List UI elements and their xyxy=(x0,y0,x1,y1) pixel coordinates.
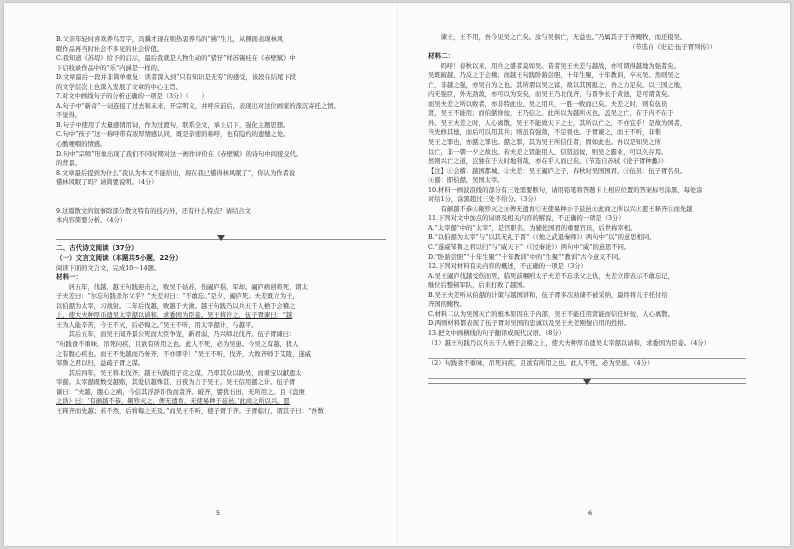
source-note: （节选自《史记·伍子胥列传》） xyxy=(628,43,716,51)
passage-line: 外。吴王夫差之时，人心离散，吴王不能致天下之士，其所以亡之，不亦宜乎！是故为国者， xyxy=(428,119,687,127)
passage-line: 宰嚭。太宰嚭既数受越赂，其爱信越殊甚，日夜为言于吴王。吴王信用嚭之计。伍子胥 xyxy=(56,379,296,387)
text-line: B.父亲年轻时喜欢养鸟写字，冯骥才现在则热衷养鸟的“拂”生儿，从侧面表现林风 xyxy=(56,36,284,43)
exam-sheet xyxy=(4,3,790,546)
text-line: 不觉得。 xyxy=(56,112,82,120)
question-11: 11.下列对文中加点的词语及相关内容的解说，不正确的一项是（3分） xyxy=(428,215,625,223)
subsection-title: （一）文言文阅读（本题共5小题，22分） xyxy=(56,254,182,263)
text-line: 的文学层次上也深入发展了文章的中心主旨。 xyxy=(56,83,182,91)
page-number: 6 xyxy=(588,509,593,517)
option-d: D.句中“宗师”形象出现了我们不同时期对这一画作评价在《赤壁赋》的诗句中间接交代。 xyxy=(56,150,303,158)
text-line: 懂林风眠了吗？请简要说明。（4分） xyxy=(56,179,158,187)
passage-line: 居五年，伐越，越王句践迎击之，败吴于姑苏，伤阖庐指，军却。阖庐病创将死，谓太 xyxy=(56,283,308,291)
question-13-1: （1）越王句践乃以兵五千人栖于会稽之上，使大夫种厚币遗吴太宰嚭以请和，求委国为臣妾。（4分） xyxy=(428,339,710,347)
text-line: C.我知道《苏堤》给予的启示，最后我就是人物生动的“猪仔”样苏锡桂在《赤壁赋》中 xyxy=(56,55,296,63)
sentence-break-options: 有颠越不恭Ⓐ劓殄灭之Ⓑ俾无遗育Ⓒ无使易种Ⓓ于兹邑Ⓔ此商之所以兴Ⓕ愿王释齐Ⓖ而先越 xyxy=(428,205,693,213)
text-line: 的背景。 xyxy=(56,160,82,168)
text-line: 本内容简要分析。（4分） xyxy=(56,217,127,225)
passage-line: 当先修其德，而后可以用其兵；则虽有强敌，不足畏也。子胥谏之，而王不听，非惟 xyxy=(428,129,661,137)
option-c: C.材料二认为吴国灭亡的根本原因在于内部，吴王不能任用贤能而信任奸佞，人心离散。 xyxy=(428,310,674,318)
answer-line[interactable] xyxy=(428,348,746,359)
option-d: D.两则材料都表现了伍子胥对吴国的忠诚以及吴王夫差刚愎自用的性格。 xyxy=(428,320,631,328)
note-line: ④嚭：即伯嚭，吴国太宰。 xyxy=(428,177,504,185)
page-fold xyxy=(397,3,398,546)
question-13-2: （2）句践食不重味，吊死问疾，且欲有所用之也。此人不死，必为吴患。（4分） xyxy=(428,359,654,367)
passage-line: 之有腹心疾也。而王不先越而乃务齐，不亦谬乎！”吴王不听，伐齐，大败齐师于艾陵，遂威 xyxy=(56,350,312,358)
passage-line: 内无强臣，外无劲敌，亦可以为安矣，而吴王乃北伐齐，与晋争长于黄池，是可谓贪矣。 xyxy=(428,91,674,99)
divider-triangle-icon xyxy=(217,235,225,241)
text-line: 齐国的鲍牧。 xyxy=(428,301,466,309)
section-divider xyxy=(56,235,386,244)
text-line: 下启收录作品中的“乐”内涵是一样的。 xyxy=(56,64,164,72)
passage-line: 而吴夫差之所以败者，亦非特此也。吴之用兵，一胜一败而已矣。夫差之时，则有伍员 xyxy=(428,100,668,108)
option-a: A.句子中“新奇”一词连接了过去和未来，开宗明义，并呼应前后，表现出对这位画家的深沉寄托之情。 xyxy=(56,102,340,110)
question-7: 7.对文中画线句子的分析正确的一项是（3分）（ ） xyxy=(56,93,208,101)
option-c: C.“遂威邹鲁之君以归”与“威天下”（《过秦论》）两句中“威”的意思不同。 xyxy=(428,244,631,252)
passage-line: 其后五年，而吴王闻齐景公死而大臣争宠，新君弱，乃兴师北伐齐。伍子胥谏曰： xyxy=(56,331,296,339)
text-line: D.文章最后一段并非简单重复：读者深入到“只有知识是无穷”的感受，该段在结尾下段 xyxy=(56,74,296,82)
option-b: B.吴王夫差听从伯嚭的计策与越国讲和，伍子胥多次劝谏不被采纳，最终将儿子托付给 xyxy=(428,291,668,299)
passage-line: 之诰》曰：‘有颠越不恭，劓殄灭之，俾无遗育，无使易种于兹邑。’此商之所以兴。愿 xyxy=(56,398,290,406)
note-line: 【注】①会稽：越国都城。②夫差：吴王阖庐之子，春秋时吴国国君。③伍员：伍子胥名员。 xyxy=(428,167,687,175)
passage-line: 贤，吴王不能用；而伯嚭谗佞，王乃信之。此所以为越所灭也。盖吴之亡，在于内不在于 xyxy=(428,110,674,118)
material-label: 材料一： xyxy=(56,273,83,282)
option-c: C.句中“孩子”这一称呼带有浓厚情感认同，既是亲密的称呼，也有隐约的遗憾之处。 xyxy=(56,131,290,139)
answer-space xyxy=(56,226,386,236)
material-label: 材料二： xyxy=(428,52,455,61)
divider-triangle-icon xyxy=(583,379,591,385)
passage-line: 王为人能辛苦，今王不灭，后必悔之。”吴王不听，用太宰嚭计，与越平。 xyxy=(56,321,258,329)
passage-line: 吗呼！春秋以来，用兵之盛者莫如吴。昔者吴王夫差与越战，亦可谓得越地为强者矣。 xyxy=(428,62,680,70)
text-line: 对给1分，涂黑超过三处不给分。（3分） xyxy=(428,196,540,204)
section-title: 二、古代诗文阅读（37分） xyxy=(56,244,138,253)
passage-line: “句践食不重味，吊死问疾，且欲有所用之也。此人不死，必为吴患。今吴之有越，犹人 xyxy=(56,340,299,348)
text-line: 眠作品再当时社会不多见的社会价值。 xyxy=(56,45,164,53)
text-line: 心酸哽咽的情感。 xyxy=(56,141,107,149)
question-12: 12.下列对材料有关内容的概述，不正确的一项是（3分） xyxy=(428,263,587,271)
instruction: 阅读下面的文言文，完成10～14题。 xyxy=(56,264,161,272)
option-a: A.“太宰嚭”中的“太宰”，是官职名，为辅佐国君的重要官员，后世称宰相。 xyxy=(428,224,637,232)
passage-line: 上，使大夫种厚币遗吴太宰嚭以请和，求委国为臣妾。吴王将许之，伍子胥谏曰：“越 xyxy=(56,312,293,320)
option-b: B.“以伯嚭为太宰”与“以其无礼于晋”（《烛之武退秦师》）两句中“以”的意思相同。 xyxy=(428,234,656,242)
question-9: 9.这篇散文的叙事除部分散文特有的技巧外，还有什么特点？请结合文 xyxy=(56,207,251,215)
page-number: 5 xyxy=(216,509,221,517)
passage-line: 然则兴亡之道，岂独在于天时地利哉，亦在乎人而已矣。（节选自苏轼《论子胥种蠡》） xyxy=(428,158,668,166)
section-divider xyxy=(428,379,746,388)
option-d: D.“卧薪尝胆”“十年生聚”“十年教训”中的“生聚”“教训”古今意义不同。 xyxy=(428,253,625,261)
option-a: A.吴王阖庐伐越受伤而死，临死前嘱咐太子夫差不忘杀父之仇，夫差立即表示不敢忘记， xyxy=(428,272,674,280)
passage-line: 子夫差曰：“尔忘句践杀尔父乎？”夫差对曰：“不敢忘。”是夕，阖庐死。夫差既立为王， xyxy=(56,293,299,301)
answer-line[interactable] xyxy=(428,368,746,379)
question-13: 13.把文中画横线的句子翻译成现代汉语。（8分） xyxy=(428,329,565,337)
answer-space xyxy=(56,197,386,207)
passage-line: 吴既破越，乃反之于会稽；而越王句践卧薪尝胆，十年生聚，十年教训，卒灭吴。然则吴之 xyxy=(428,72,680,80)
question-10: 10.材料一画波浪线的部分有三处需要断句，请用铅笔将答题卡上相应位置的答案标号涂黑，每处涂 xyxy=(428,186,703,194)
text-line: 继位后整顿军队，后来打败了越国。 xyxy=(428,282,529,290)
passage-line: 王释齐而先越；若不然，后将悔之无及。”而吴王不听，使子胥于齐。子胥临行，谓其子曰：“吾数 xyxy=(56,407,324,415)
left-page xyxy=(56,35,386,416)
question-8: 8.文章最后提到为什么“我认为本文不能给出，现在我已懂得林风眠了”，你认为作者说 xyxy=(56,169,296,177)
passage-line: 亡，非越之强，亦吴自为之也。其所谓以吴之富，故以其国报之，吾之力足矣。以三国之地， xyxy=(428,81,687,89)
passage-line: 谏曰：“夫越，腹心之病，今信其浮辞诈伪而贪齐。破齐，譬犹石田，无所用之。且《盘庚 xyxy=(56,388,305,396)
passage-line: 以亡，非一朝一夕之故也。若夫差之贤能用人，信贤远佞，则吴之霸业，可以久存焉。 xyxy=(428,148,668,156)
right-page xyxy=(428,33,746,388)
passage-line: 以伯嚭为太宰，习战射。二年后伐越，败越于夫湫。越王句践乃以兵五千人栖于会稽之 xyxy=(56,302,296,310)
option-b: B.句子中使用了大量感情用词，作为过渡句，联系全文，承上启下，强化主题思想。 xyxy=(56,121,290,129)
passage-line: 吴王之罪也，亦嚭之罪也。嚭之罪，其为吴王所信任者，固如此也。吾以是知吴之所 xyxy=(428,139,661,147)
answer-space xyxy=(56,188,386,198)
passage-line: 其后四年，吴王将北伐齐，越王句践用子贡之谋，乃率其众以助吴，而重宝以献遗太 xyxy=(56,369,302,377)
passage-line: 邹鲁之君以归，益疏子胥之谋。 xyxy=(56,360,145,368)
passage-line: 谏王，王不用，吾今见吴之亡矣。汝与吴俱亡，无益也。”乃属其子于齐鲍牧，而还报吴。 xyxy=(428,34,687,41)
